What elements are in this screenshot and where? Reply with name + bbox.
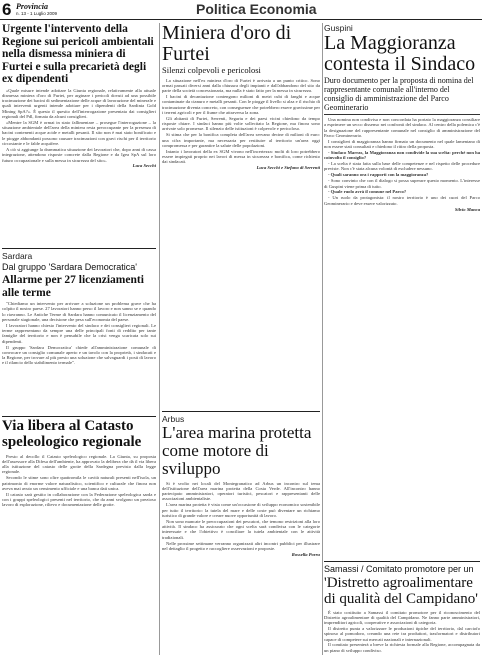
paragraph: Il comitato presenterà a breve la richiesta formale alla Regione, accompagnata da un piano di sviluppo condiviso. (324, 642, 480, 653)
article-kicker: Samassi / Comitato promotore per un (324, 564, 474, 574)
paragraph: Si è svolto nei locali del Montegranatico ad Arbus un incontro sul tema dell'istituzione dell'area marina protetta della Costa Verde. All'incontro hanno partecipato amministratori, operatori turistici, pescatori e rappresentanti delle associazioni ambientaliste. (162, 480, 320, 502)
article-deck: Silenzi colpevoli e pericolosi (162, 65, 261, 75)
article-byline: Luca Secchi e Stefano di Serrenti (256, 165, 320, 171)
interview-question: - Quali saranno ora i rapporti con la maggioranza? (328, 172, 429, 178)
divider (324, 114, 480, 115)
section-title: Politica Economia (196, 1, 317, 17)
paragraph: Non sono mancate le preoccupazioni dei pescatori, che temono restrizioni alla loro attività. Il sindaco ha assicurato che ogni scelta sarà condivisa con le categorie interessate e che l'obiettivo è conciliare la tutela ambientale con le attività tradizionali. (162, 518, 320, 540)
article-sardara (2, 248, 156, 413)
interview-answer: - La scelta è stata fatta sulla base delle competenze e nel rispetto delle procedure previste. Non c'è stata alcuna volontà di escludere nessuno. (324, 161, 480, 172)
paragraph: Una nomina non condivisa e non concordata ha portato la maggioranza consiliare a esprimere un secco dissenso nei confronti del sindaco. Al centro della polemica c'è la designazione del rappresentante comunale nel consiglio di amministrazione del Parco Geominerario. (324, 117, 480, 138)
column-divider (159, 23, 160, 655)
article-byline: Luca Secchi (132, 163, 156, 169)
article-catasto (2, 416, 156, 655)
paragraph: Il gruppo 'Sardara Democratica' chiede all'amministrazione comunale di convocare un consiglio comunale aperto e un tavolo con la proprietà, i sindacati e la Regione, per trovare al più presto una soluzione che salvaguardi i posti di lavoro e il rilancio dello stabilimento termale". (2, 344, 156, 366)
article-miniera-furtei (162, 23, 320, 408)
article-deck: Dal gruppo 'Sardara Democratica' (2, 262, 137, 272)
article-headline: Urgente l'intervento della Regione sui pericoli ambientali nella dismessa miniera di Furtei e sulla precarietà degli ex dipendenti (2, 23, 154, 85)
article-headline: Allarme per 27 licenziamenti alle terme (2, 274, 144, 299)
paragraph: L'area marina protetta è vista come un'occasione di sviluppo economico sostenibile per tutto il territorio: la tutela del mare e delle coste può diventare un richiamo turistico di grande valore e creare nuove opportunità di lavoro. (162, 502, 320, 518)
article-body (162, 78, 320, 165)
article-arbus (162, 411, 320, 655)
interview-question: - Quale ruolo avrà il comune nel Parco? (328, 189, 407, 195)
article-deck: Duro documento per la proposta di nomina del rappresentante comunale all'interno del consiglio di amministrazione del Parco Geominerario (324, 76, 474, 112)
paragraph: Intanto i lavoratori della ex SGM vivono nell'incertezza: molti di loro potrebbero essere impiegati proprio nei lavori di messa in sicurezza e bonifica, come richiesto dai sindacati. (162, 148, 320, 165)
column-left (2, 23, 156, 655)
paragraph: I lavoratori hanno chiesto l'intervento del sindaco e dei consiglieri regionali. Le terme rappresentano da sempre una delle principali fonti di reddito per tante famiglie del territorio e non è pensabile che la crisi venga scaricata solo sui dipendenti. (2, 322, 156, 344)
column-center (162, 23, 320, 655)
paragraph: «Quale misure intende adottare la Giunta regionale, relativamente alla attuale dismessa miniera d'oro di Furtei, per arginare i pericoli dovuti ad una possibile tracimazione dei bacini di sedimentazione delle acque di lavorazione del minerale e quali interventi urgenti intende adottare per i dipendenti della Sardinia Gold Mining SpA?». È questo il quesito dell'interrogazione presentata dai consiglieri regionali del Pdl, firmata da alcuni consiglieri. (2, 87, 156, 119)
paragraph: Presto al decollo il Catasto speleologico regionale. La Giunta, su proposta dell'assessore alla Difesa dell'ambiente, ha approvato la delibera che dà il via libera alla istituzione del catasto delle grotte della Sardegna previsto dalla legge regionale. (2, 453, 156, 475)
article-headline: La Maggioranza contesta il Sindaco (324, 32, 476, 75)
paragraph: A ciò si aggiunge la drammatica situazione dei lavoratori che, dopo anni di cassa integrazione, attendono risposte concrete dalla Regione e da Igea SpA sul loro futuro occupazionale e sulla messa in sicurezza del sito». (2, 146, 156, 163)
interview-answer: - Sono convinto che con il dialogo si possa superare questo momento. L'interesse di Guspini viene prima di tutto. (324, 178, 480, 189)
column-right (324, 23, 480, 655)
paragraph: I bacini di decantazione contengono milioni di metri cubi di fanghi e acque contaminate da cianuro e metalli pesanti. Con le piogge il livello si alza e il rischio di tracimazione diventa concreto, con conseguenze che potrebbero essere gravissime per i terreni agricoli e per il fiume che attraversa la zona. (162, 93, 320, 115)
article-furtei-interrogation (2, 23, 156, 245)
paragraph: È stato costituito a Samassi il comitato promotore per il riconoscimento del Distretto agroalimentare di qualità del Campidano. Ne fanno parte amministratori, imprenditori agricoli, cooperative e associazioni di categoria. (324, 609, 480, 626)
article-kicker: Sardara (2, 251, 33, 261)
masthead (0, 0, 482, 20)
article-samassi (324, 561, 480, 655)
paragraph: "Chiediamo un intervento per arrivare a soluzione un problema grave che ha colpito il nostro paese. 27 lavoratori hanno perso il lavoro e non sanno se e quando lo riavranno. Le Antiche Terme di Sardara hanno comunicato il licenziamento del personale stagionale, una decisione che pesa sull'economia del paese. (2, 301, 156, 322)
paragraph: La situazione nell'ex miniera d'oro di Furtei è arrivata a un punto critico. Sono ormai passati diversi anni dalla chiusura degli impianti e dall'abbandono del sito da parte della società concessionaria, ma nulla è stato fatto per la messa in sicurezza. (162, 77, 320, 94)
article-body (162, 481, 320, 552)
paragraph: «Mentre la SGM è ormai in stato fallimentare – prosegue l'interrogazione – la situazione ambientale dell'area della miniera resta preoccupante per la presenza di bacini contenenti acque acide e metalli pesanti. Il sito non è mai stato bonificato e le piogge abbondanti possono causare tracimazioni con gravi rischi per il territorio circostante e le falde acquifere. (2, 119, 156, 147)
article-body (2, 88, 156, 163)
paragraph: I consiglieri di maggioranza hanno firmato un documento nel quale lamentano di non essere stati consultati e chiedono il ritiro della proposta. (324, 138, 480, 150)
article-kicker: Guspini (324, 23, 353, 33)
article-byline: Rossella Porru (291, 551, 320, 557)
column-divider (322, 23, 323, 655)
paragraph: Si stima che per la bonifica completa dell'area servano decine di milioni di euro: una cifra importante, ma necessaria per restituire al territorio un'area oggi compromessa e per garantire la salute delle popolazioni. (162, 132, 320, 148)
issue-date: n. 13 - 1 Luglio 2009 (16, 11, 58, 16)
article-headline: Via libera al Catasto speleologico regionale (2, 418, 142, 450)
paragraph: Il catasto sarà gestito in collaborazione con la Federazione speleologica sarda e con i gruppi speleologici presenti nel territorio, che da anni svolgono un prezioso lavoro di esplorazione, rilievo e documentazione delle grotte. (2, 491, 156, 508)
article-headline: Miniera d'oro di Furtei (162, 23, 292, 65)
article-kicker: Arbus (162, 414, 185, 424)
article-body (324, 117, 480, 206)
interview-answer: - Un ruolo da protagonista: il nostro territorio è uno dei cuori del Parco Geominerario e deve essere valorizzato. (324, 195, 480, 206)
paragraph: Gli abitanti di Furtei, Serrenti, Segariu e dei paesi vicini chiedono da tempo risposte chiare. I sindaci hanno più volte sollecitato la Regione, ma finora sono arrivate solo promesse. Il silenzio delle istituzioni è colpevole e pericoloso. (162, 115, 320, 132)
article-body (324, 610, 480, 654)
article-body (2, 454, 156, 508)
paper-name: Provincia (16, 2, 48, 11)
article-headline: L'area marina protetta come motore di sviluppo (162, 423, 312, 478)
paragraph: Il distretto punta a valorizzare le produzioni tipiche del territorio, dal carciofo spinoso al pomodoro, creando una rete tra produttori, trasformatori e distributori capace di competere sui mercati nazionali e internazionali. (324, 625, 480, 642)
article-headline: 'Distretto agroalimentare di qualità del Campidano' (324, 575, 478, 607)
interview-question: - Sindaco Marras, la Maggioranza non condivide la sua scelta: perché non ha coinvolto il consiglio? (324, 149, 480, 161)
paragraph: Secondo le stime sono oltre quattromila le cavità naturali presenti nell'isola, un patrimonio di enorme valore naturalistico, scientifico e culturale che finora non aveva mai avuto un censimento ufficiale e una banca dati unica. (2, 475, 156, 491)
article-byline: Silvio Manca (454, 206, 480, 212)
article-body (2, 301, 156, 366)
article-guspini (324, 23, 480, 558)
paragraph: Nelle prossime settimane verranno organizzati altri incontri pubblici per illustrare nel dettaglio il progetto e raccogliere osservazioni e proposte. (162, 540, 320, 551)
page-number: 6 (2, 0, 12, 19)
